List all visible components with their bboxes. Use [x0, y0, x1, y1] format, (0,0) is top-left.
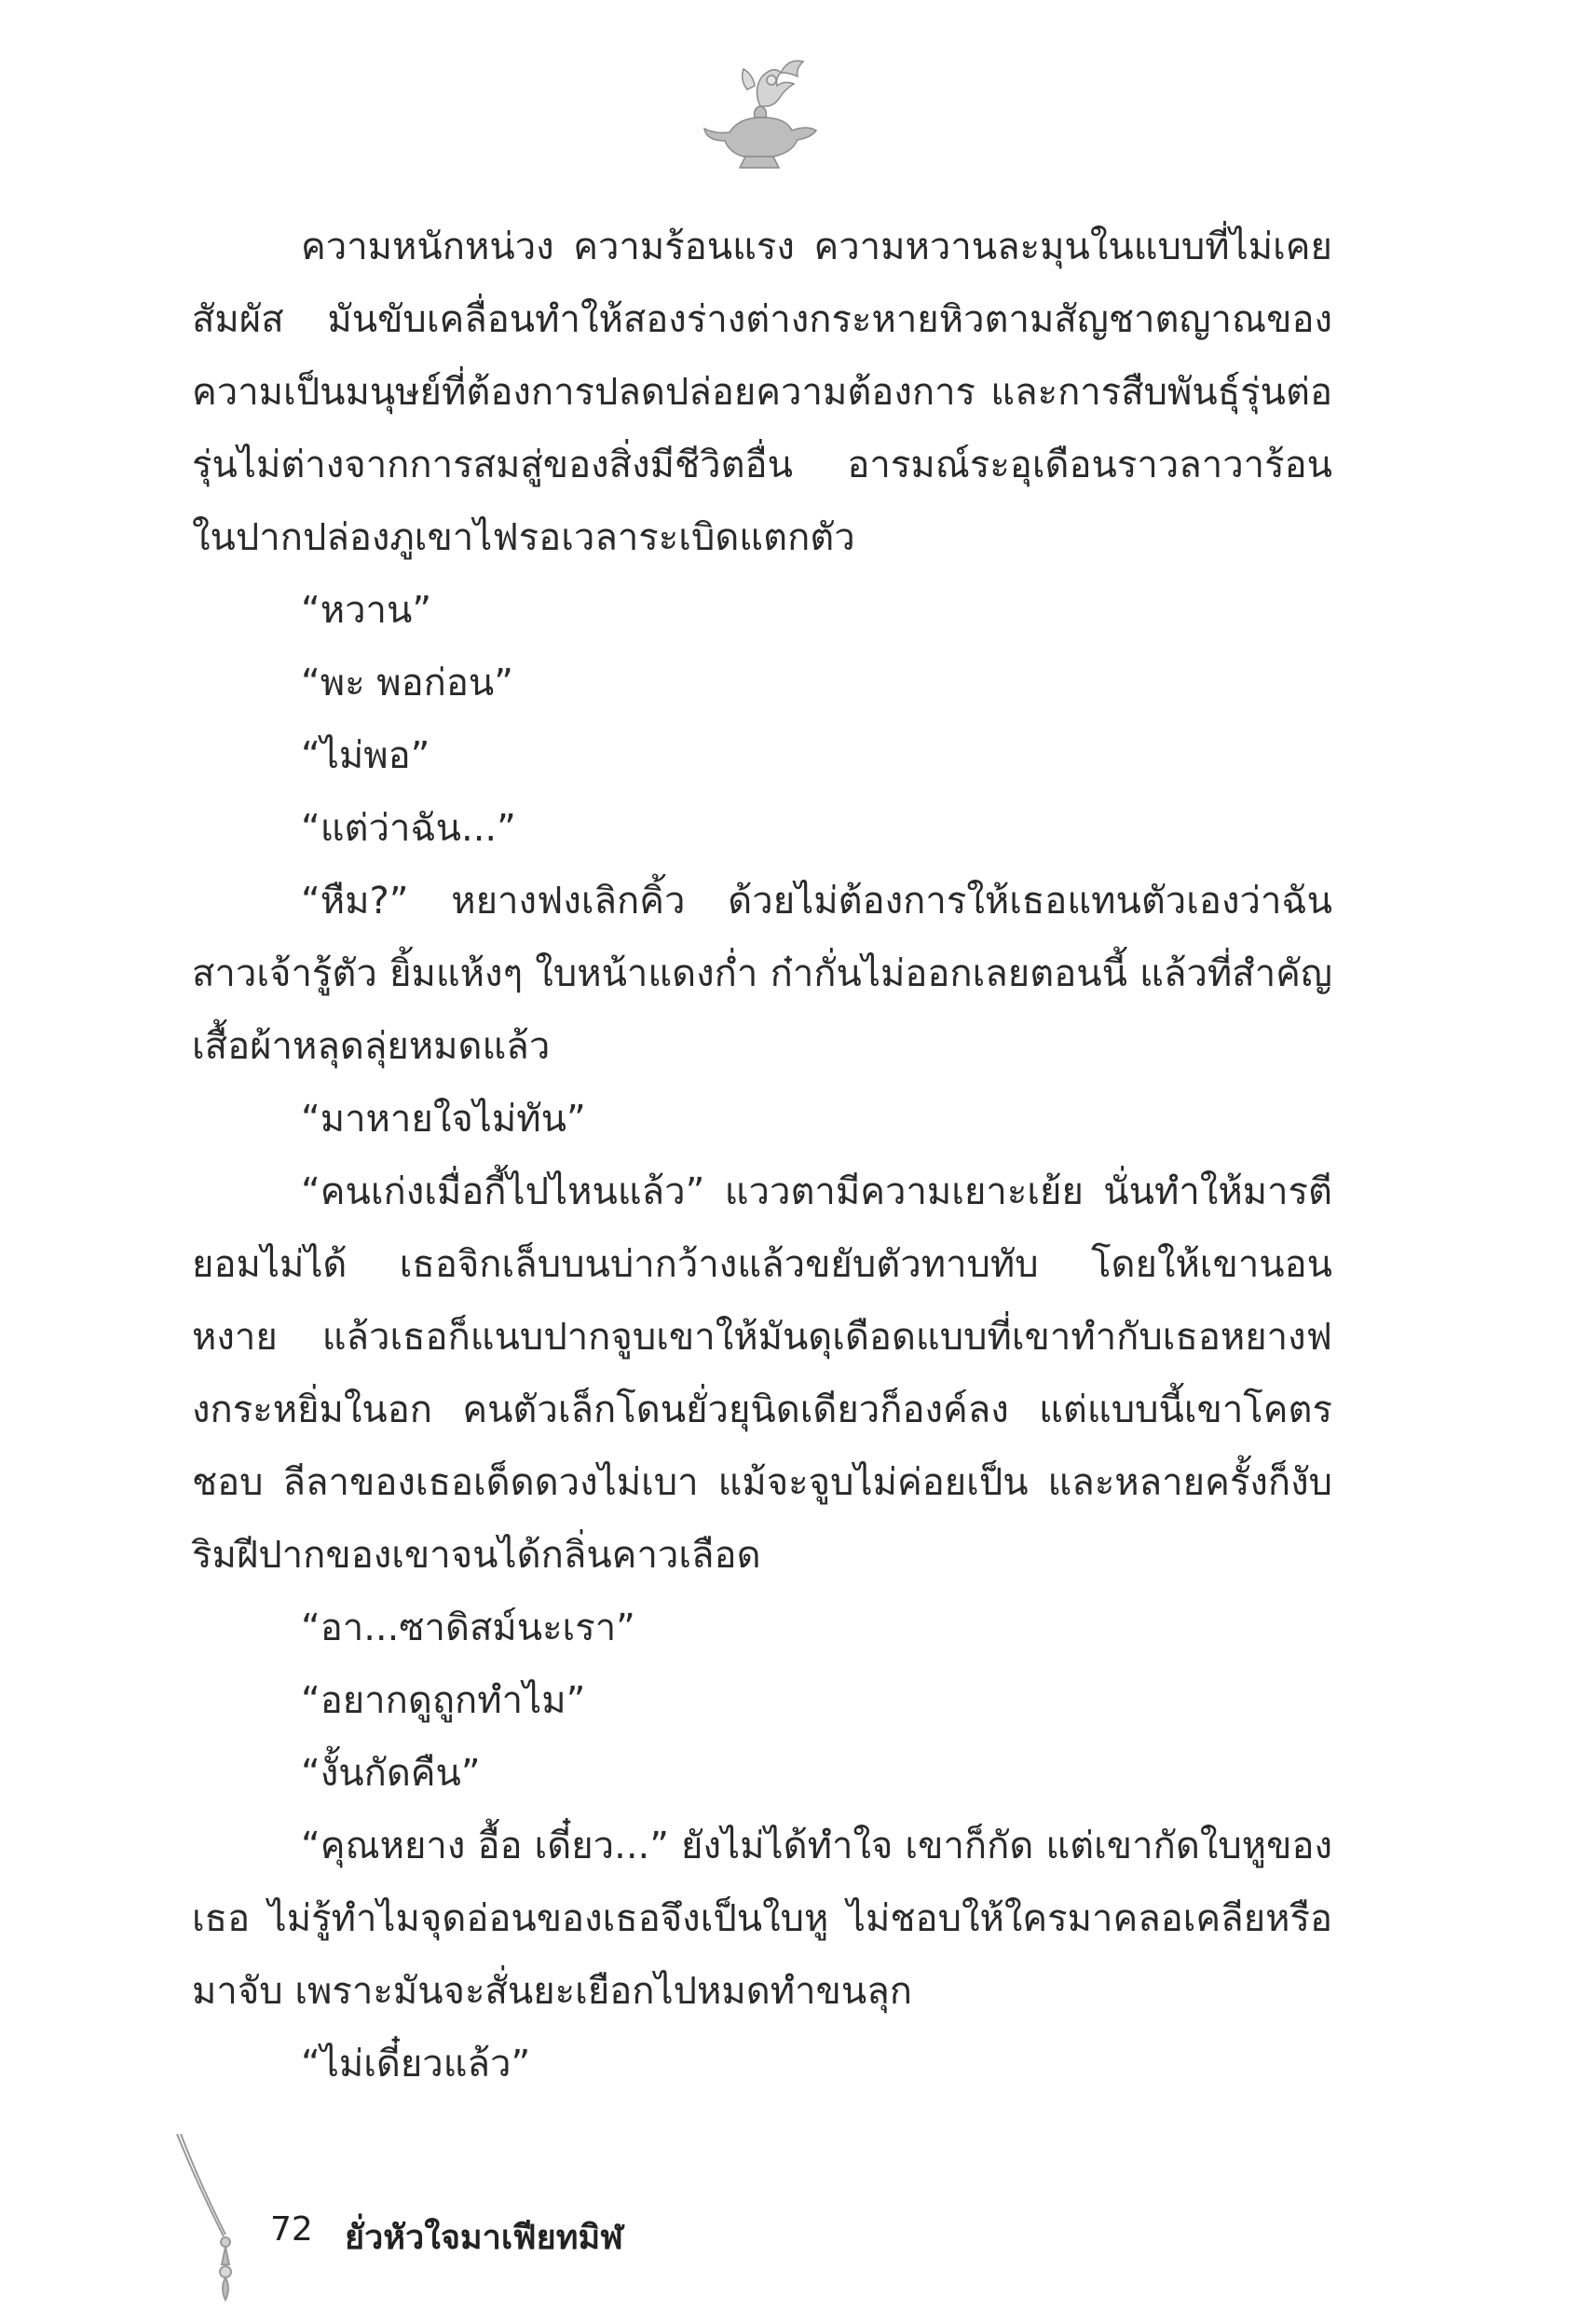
dialogue-line: “ไม่พอ”: [301, 734, 430, 777]
dialogue-line: “อยากดูถูกทำไม”: [301, 1679, 586, 1722]
paragraph: “คุณหยาง อื้อ เดี๋ยว...” ยังไม่ได้ทำใจ เขาก็กัด แต่เขากัดใบหูของเธอ ไม่รู้ทำไมจุดอ่อนของเธอจึงเป็นใบหู ไม่ชอบให้ใครมาคลอเคลียหรือมาจับ เพราะมันจะสั่นยะเยือกไปหมดทำขนลุก: [192, 1825, 1332, 2013]
paragraph: ความหนักหน่วง ความร้อนแรง ความหวานละมุนในแบบที่ไม่เคยสัมผัส มันขับเคลื่อนทำให้สองร่างต่างกระหายหิวตามสัญชาตญาณของความเป็นมนุษย์ที่ต้องการปลดปล่อยความต้องการ และการสืบพันธุ์รุ่นต่อรุ่นไม่ต่างจากการสมสู่ของสิ่งมีชีวิตอื่น อารมณ์ระอุเดือนราวลาวาร้อนในปากปล่องภูเขาไฟรอเวลาระเบิดแตกตัว: [192, 226, 1332, 559]
dialogue-line: “งั้นกัดคืน”: [301, 1752, 481, 1795]
dialogue-line: “มาหายใจไม่ทัน”: [301, 1098, 586, 1141]
page-number: 72: [270, 2210, 313, 2249]
dialogue-line: “พะ พอก่อน”: [301, 662, 513, 704]
book-title: ยั่วหัวใจมาเฟียทมิฬ: [345, 2219, 623, 2257]
dialogue-line: “หวาน”: [301, 589, 432, 632]
dialogue-line: “อา...ซาดิสม์นะเรา”: [301, 1607, 635, 1649]
paragraph: “คนเก่งเมื่อกี้ไปไหนแล้ว” แววตามีความเยาะเย้ย นั่นทำให้มารตียอมไม่ได้ เธอจิกเล็บบนบ่ากว้างแล้วขยับตัวทาบทับ โดยให้เขานอนหงาย แล้วเธอก็แนบปากจูบเขาให้มันดุเดือดแบบที่เขาทำกับเธอหยางฟงกระหยิ่มในอก คนตัวเล็กโดนยั่วยุนิดเดียวก็องค์ลง แต่แบบนี้เขาโคตรชอบ ลีลาของเธอเด็ดดวงไม่เบา แม้จะจูบไม่ค่อยเป็น และหลายครั้งก็งับริมฝีปากของเขาจนได้กลิ่นคาวเลือด: [192, 1170, 1332, 1577]
pendant-chain-icon: [168, 2125, 261, 2311]
dialogue-line: “แต่ว่าฉัน...”: [301, 807, 516, 850]
page-footer: [168, 2125, 820, 2311]
genie-lamp-icon: [688, 52, 827, 173]
body-text: [192, 211, 1332, 2100]
dialogue-line: “ไม่เดี๋ยวแล้ว”: [301, 2043, 531, 2085]
paragraph: “หืม?” หยางฟงเลิกคิ้ว ด้วยไม่ต้องการให้เธอแทนตัวเองว่าฉัน สาวเจ้ารู้ตัว ยิ้มแห้งๆ ใบหน้าแดงก่ำ ก๋ากั่นไม่ออกเลยตอนนี้ แล้วที่สำคัญ เสื้อผ้าหลุดลุ่ยหมดแล้ว: [192, 880, 1332, 1068]
